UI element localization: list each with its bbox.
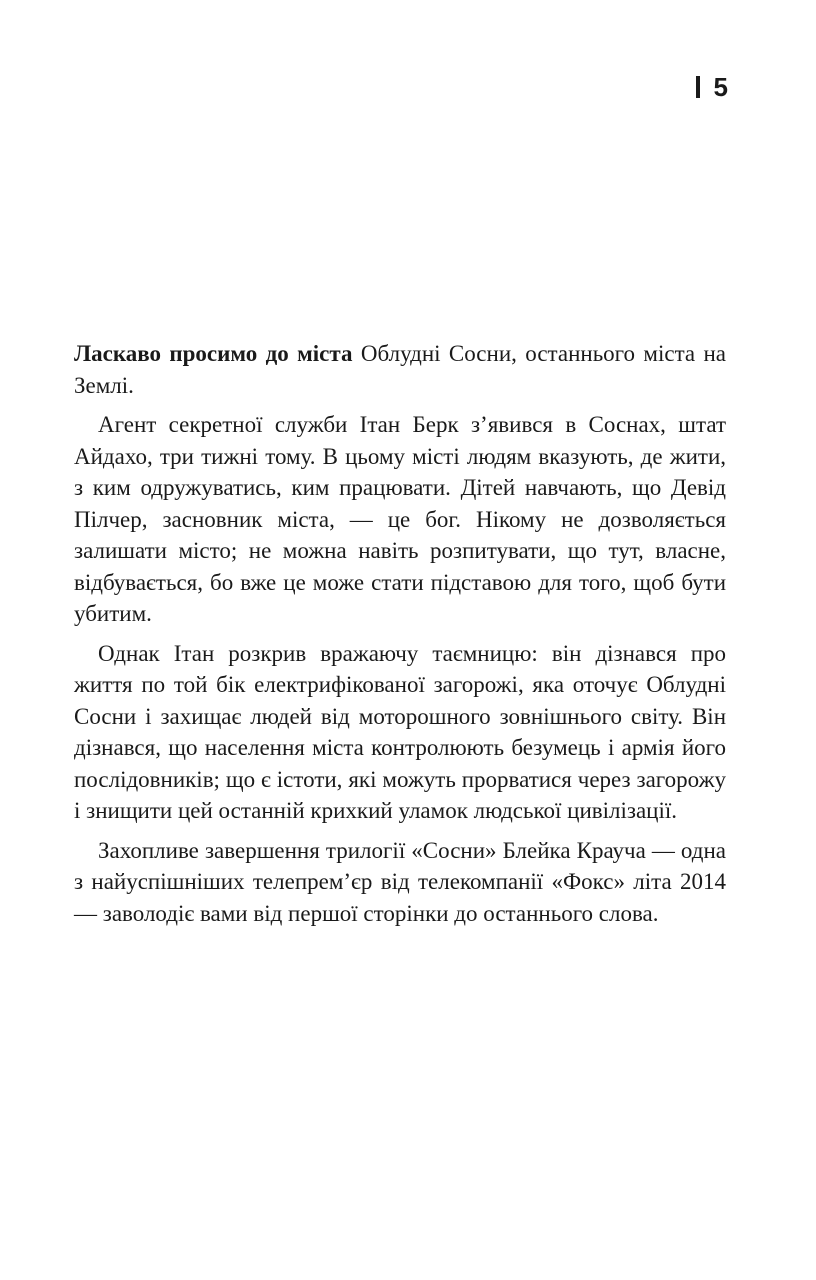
paragraph: Агент секретної служби Ітан Берк з’явився в Соснах, штат Айдахо, три тижні тому. В цьому місті людям вказують, де жити, з ким одружуватись, ким працювати. Дітей навчають, що Девід Пілчер, засновник міста, — це бог. Нікому не дозволяється залишати місто; не можна навіть розпитувати, що тут, власне, відбувається, бо вже це може стати підставою для того, щоб бути убитим. [74, 412, 726, 626]
paragraph: Однак Ітан розкрив вражаючу таємницю: він дізнався про життя по той бік електрифікованої загорожі, яка оточує Облудні Сосни і захищає людей від моторошного зовнішнього світу. Він дізнався, що населення міста контролюють безумець і армія його послідовників; що є істоти, які можуть прорватися через загорожу і знищити цей останній крихкий уламок людської цивілізації. [74, 640, 726, 823]
blurb-text [74, 338, 726, 937]
page-number-divider [696, 76, 700, 98]
lead-paragraph [74, 338, 726, 401]
page-header [696, 74, 728, 100]
lead-bold-text: Ласкаво просимо до міста [74, 341, 353, 366]
paragraph: Захопливе завершення трилогії «Сосни» Блейка Крауча — одна з найуспішніших телепрем’єр від телекомпанії «Фокс» літа 2014 — заволодіє вами від першої сторінки до останнього слова. [74, 837, 726, 926]
lead-rest-text: Облудні Сосни, останнього міста на Землі. [74, 341, 726, 398]
page-number: 5 [713, 72, 728, 102]
